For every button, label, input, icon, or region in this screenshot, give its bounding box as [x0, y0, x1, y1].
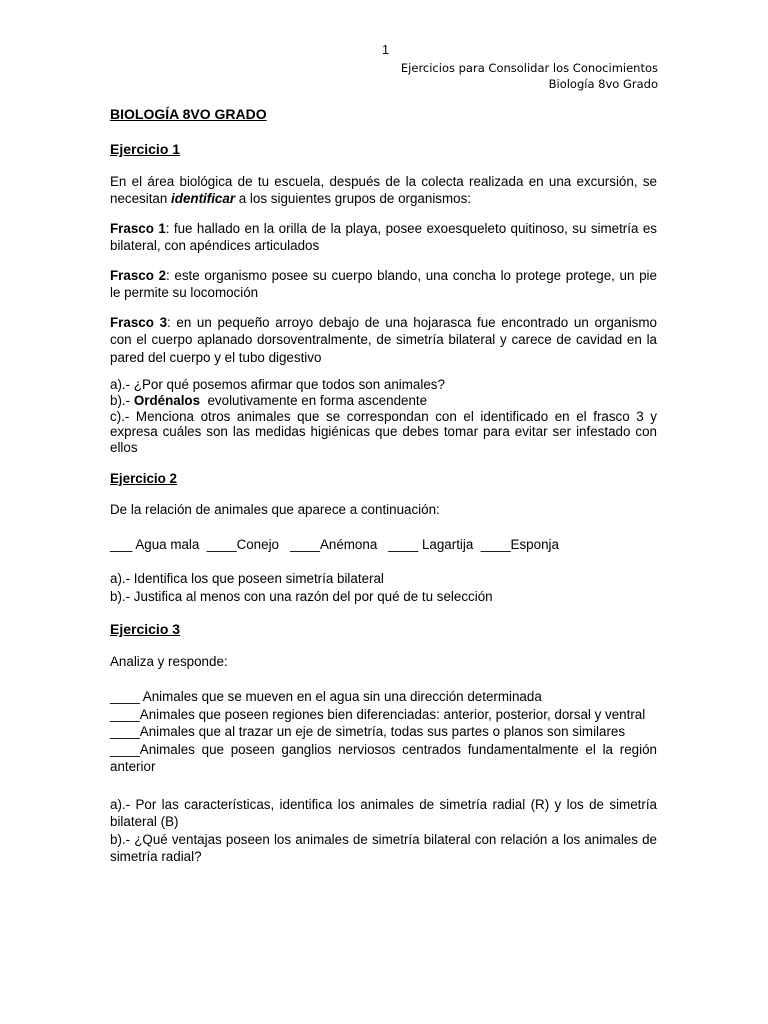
- question-b: b).- ¿Qué ventajas poseen los animales de simetría bilateral con relación a los animales de simetría radial?: [110, 831, 657, 865]
- exercise-3-title: Ejercicio 3: [110, 621, 181, 638]
- exercise-2-title: Ejercicio 2: [110, 470, 177, 486]
- frasco-3-label: Frasco 3: [110, 314, 168, 330]
- frasco-2: [110, 267, 657, 302]
- document-body: [110, 106, 657, 866]
- question-b-prefix: b).-: [110, 392, 134, 408]
- exercise-3-items: [110, 688, 657, 776]
- frasco-2-label: Frasco 2: [110, 267, 167, 283]
- question-a: a).- Por las características, identifica los animales de simetría radial (R) y los de simetría bilateral (B): [110, 796, 657, 830]
- question-c: c).- Menciona otros animales que se correspondan con el identificado en el frasco 3 y expresa cuáles son las medidas higiénicas que debes tomar para evitar ser infestado con ellos: [110, 408, 657, 456]
- question-b: [110, 393, 657, 409]
- exercise-3-questions: [110, 796, 657, 866]
- question-b: b).- Justifica al menos con una razón del por qué de tu selección: [110, 589, 493, 605]
- frasco-1: [110, 220, 657, 255]
- exercise-2-questions: [110, 570, 657, 606]
- frasco-3: [110, 314, 657, 367]
- running-header: [401, 60, 658, 92]
- page-number: 1: [382, 43, 389, 57]
- frasco-3-text: : en un pequeño arroyo debajo de una hojarasca fue encontrado un organismo con el cuerpo aplanado dorsoventralmente, de simetría bilateral y carece de cavidad en la pared del cuerpo y el tubo digestivo: [110, 314, 657, 365]
- header-line-2: Biología 8vo Grado: [548, 77, 658, 91]
- question-b-bold: Ordénalos: [133, 392, 201, 408]
- list-item: ____Animales que poseen ganglios nerviosos centrados fundamentalmente el la región anterior: [110, 741, 657, 775]
- header-line-1: Ejercicios para Consolidar los Conocimientos: [400, 61, 658, 75]
- question-a: a).- ¿Por qué posemos afirmar que todos son animales?: [110, 377, 445, 392]
- intro-emphasis: identificar: [171, 191, 236, 206]
- intro-text: En el área biológica de tu escuela, después de la colecta realizada en una excursión, se necesitan: [110, 173, 657, 206]
- exercise-1-questions: [110, 377, 657, 456]
- exercise-1-intro: [110, 173, 657, 208]
- exercise-1-title: Ejercicio 1: [110, 141, 181, 157]
- frasco-1-text: : fue hallado en la orilla de la playa, posee exoesqueleto quitinoso, su simetría es bilateral, con apéndices articulados: [110, 220, 657, 253]
- frasco-1-label: Frasco 1: [110, 220, 166, 236]
- exercise-3-intro: Analiza y responde:: [110, 653, 228, 669]
- list-item: ____Animales que poseen regiones bien diferenciadas: anterior, posterior, dorsal y ventral: [110, 706, 646, 722]
- list-item: ____ Animales que se mueven en el agua sin una dirección determinada: [110, 689, 542, 705]
- list-item: ____Animales que al trazar un eje de simetría, todas sus partes o planos son similares: [110, 724, 626, 740]
- exercise-2-intro: De la relación de animales que aparece a continuación:: [110, 502, 440, 518]
- document-title: BIOLOGÍA 8VO GRADO: [110, 106, 267, 122]
- intro-text-end: a los siguientes grupos de organismos:: [235, 191, 472, 206]
- question-b-rest: evolutivamente en forma ascendente: [200, 392, 428, 408]
- animals-list: ___ Agua mala ____Conejo ____Anémona ____ Lagartija ____Esponja: [110, 536, 559, 552]
- frasco-2-text: : este organismo posee su cuerpo blando, una concha lo protege protege, un pie le permite su locomoción: [110, 267, 657, 300]
- question-a: a).- Identifica los que poseen simetría bilateral: [110, 571, 384, 587]
